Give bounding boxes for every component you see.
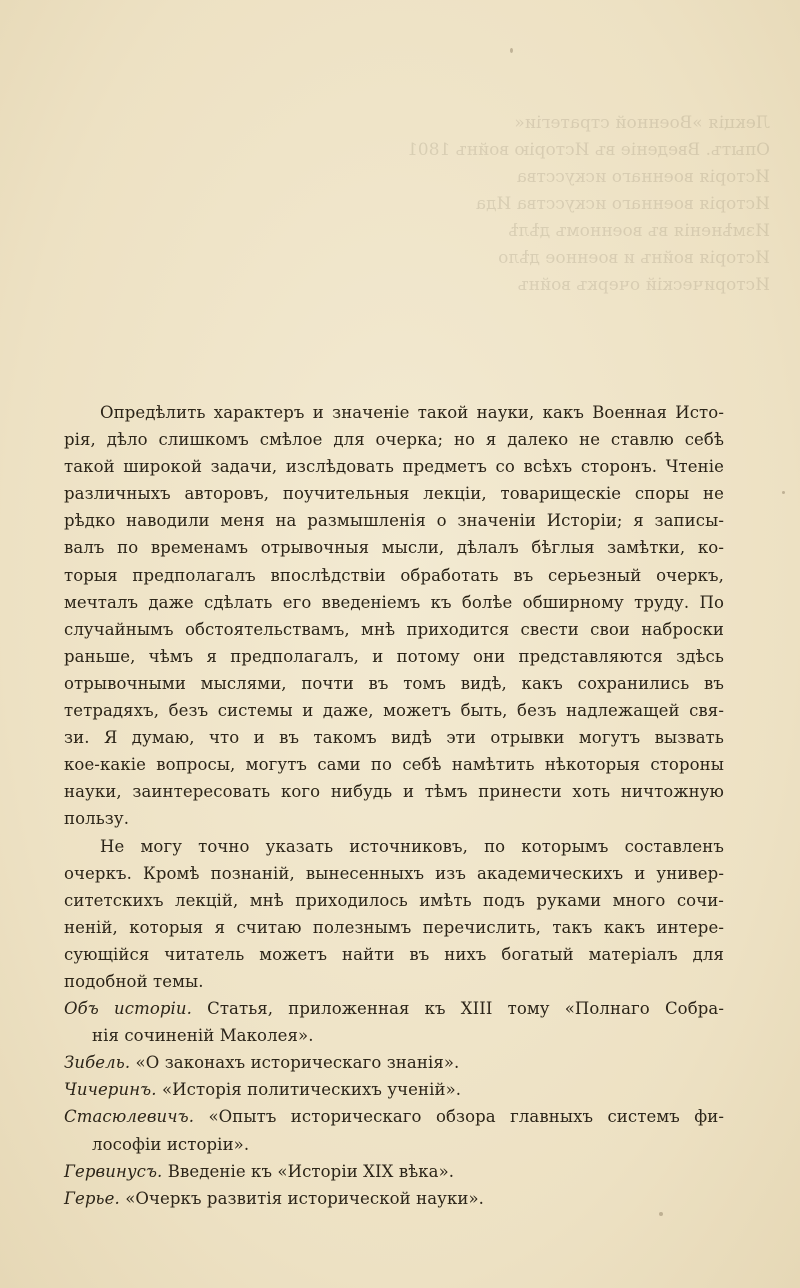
reference-author: Герье. (64, 1188, 120, 1208)
bleed-line: Лекція »Военной стратегіи« (514, 113, 770, 133)
text-line: зи. Я думаю, что и въ такомъ видѣ эти отрывки могутъ вызвать (64, 728, 724, 748)
text-line: Не могу точно указать источниковъ, по которымъ составленъ (100, 836, 724, 856)
bleed-line: Историческій очеркъ войнъ (517, 275, 770, 295)
text-line: науки, заинтересовать кого нибудь и тѣмъ принести хоть ничтожную (64, 782, 724, 802)
text-line: мечталъ даже сдѣлать его введеніемъ къ болѣе обширному труду. По (64, 592, 724, 612)
ink-speck (782, 491, 785, 494)
bleed-line: Опытъ. Введеніе въ Исторію войнъ 1801 (407, 140, 770, 160)
text-line: рія, дѣло слишкомъ смѣлое для очерка; но я далеко не ставлю себѣ (64, 430, 724, 450)
bleed-line: Исторія военнаго искусства Ида (475, 194, 770, 214)
reference-title: «Очеркъ развитія исторической науки». (119, 1188, 485, 1208)
ink-speck (659, 1212, 663, 1216)
text-line: ситетскихъ лекцій, мнѣ приходилось имѣть подъ руками много сочи- (64, 890, 724, 910)
paragraph-2 (64, 833, 724, 996)
reference-list (64, 995, 724, 1212)
text-line: раньше, чѣмъ я предполагалъ, и потому они представляются здѣсь (64, 646, 724, 666)
text-line: пользу. (64, 809, 130, 829)
reference-title: Введеніе къ «Исторіи XIX вѣка». (162, 1161, 455, 1181)
text-line: тетрадяхъ, безъ системы и даже, можетъ быть, безъ надлежащей свя- (64, 701, 724, 721)
reference-title: «Исторія политическихъ ученій». (156, 1080, 462, 1100)
reference-item (64, 995, 724, 1049)
text-line: такой широкой задачи, изслѣдовать предметъ со всѣхъ сторонъ. Чтеніе (64, 457, 724, 477)
bleed-line: Измѣненія въ военномъ дѣлѣ (508, 221, 770, 241)
ink-speck (510, 48, 513, 53)
reference-line (64, 1076, 724, 1103)
reference-item (64, 1049, 724, 1076)
reference-line (64, 1158, 724, 1185)
bleed-line: Исторія войнъ и военное дѣло (498, 248, 770, 268)
text-line: Опредѣлить характеръ и значеніе такой науки, какъ Военная Исто- (100, 403, 724, 422)
paragraph-1 (64, 399, 724, 833)
text-line: рѣдко наводили меня на размышленія о значеніи Исторіи; я записы- (64, 511, 724, 531)
bleed-through-text (407, 110, 770, 300)
body-text (64, 399, 724, 1212)
reference-line: нія сочиненій Маколея». (92, 1026, 314, 1046)
text-line: подобной темы. (64, 971, 204, 991)
reference-author: Стасюлевичъ. (64, 1107, 195, 1127)
reference-author: Объ исторіи. (64, 999, 192, 1019)
reference-author: Зибель. (64, 1053, 131, 1073)
reference-line (64, 1049, 724, 1076)
text-line: случайнымъ обстоятельствамъ, мнѣ приходится свести свои наброски (64, 619, 724, 639)
reference-line (64, 995, 724, 1022)
text-line: очеркъ. Кромѣ познаній, вынесенныхъ изъ академическихъ и универ- (64, 863, 724, 883)
bleed-line: Исторія военнаго искусства (516, 167, 770, 187)
reference-line (64, 1103, 724, 1130)
text-line: неній, которыя я считаю полезнымъ перечислить, такъ какъ интере- (64, 917, 724, 937)
reference-line: лософіи исторіи». (92, 1134, 250, 1154)
reference-author: Гервинусъ. (64, 1161, 163, 1181)
text-line: отрывочными мыслями, почти въ томъ видѣ, какъ сохранились въ (64, 673, 724, 693)
text-line: торыя предполагалъ впослѣдствіи обработать въ серьезный очеркъ, (64, 565, 724, 585)
text-line: валъ по временамъ отрывочныя мысли, дѣлалъ бѣглыя замѣтки, ко- (64, 538, 724, 558)
reference-title: «Опытъ историческаго обзора главныхъ системъ фи- (194, 1107, 724, 1127)
text-line: кое-какіе вопросы, могутъ сами по себѣ намѣтить нѣкоторыя стороны (64, 755, 724, 775)
text-line: различныхъ авторовъ, поучительныя лекціи, товарищескіе споры не (64, 484, 724, 504)
reference-line (64, 1185, 724, 1212)
reference-author: Чичеринъ. (64, 1080, 157, 1100)
reference-item (64, 1158, 724, 1185)
text-line: сующійся читатель можетъ найти въ нихъ богатый матеріалъ для (64, 944, 724, 964)
reference-item (64, 1103, 724, 1157)
reference-title: Статья, приложенная къ XIII тому «Полнаго Собра- (191, 999, 725, 1019)
reference-item (64, 1076, 724, 1103)
reference-item (64, 1185, 724, 1212)
reference-title: «О законахъ историческаго знанія». (130, 1053, 460, 1073)
